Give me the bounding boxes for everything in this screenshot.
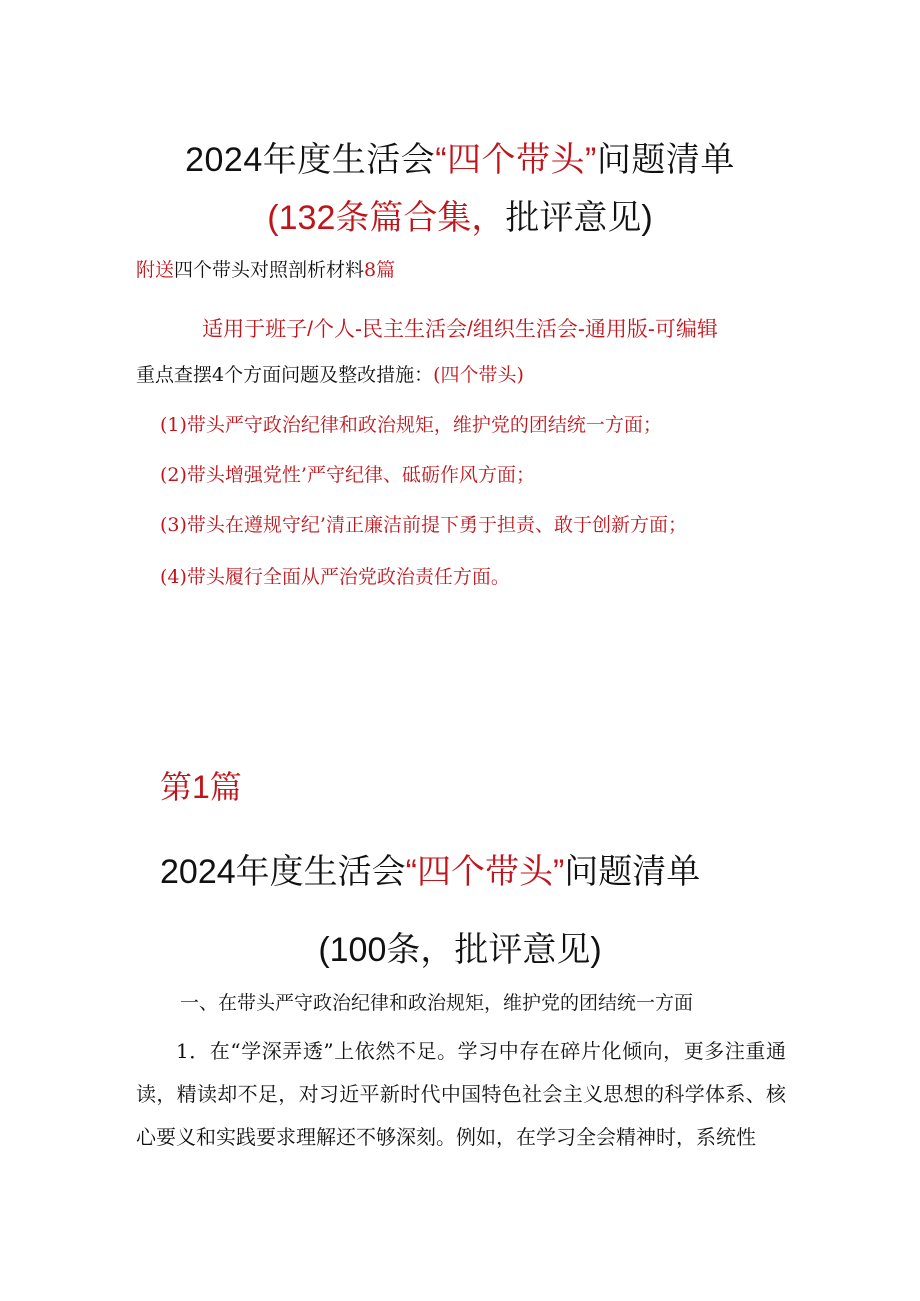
chapter-title (160, 844, 700, 893)
applies-to-line: 适用于班子/个人-民主生活会/组织生活会-通用版-可编辑 (202, 318, 718, 341)
chapter-label: 第1篇 (160, 769, 242, 805)
main-title-quote: “四个带头” (435, 141, 597, 179)
focus-item: (4)带头履行全面从严治党政治责任方面。 (160, 566, 510, 588)
main-title-note: 批评意见) (505, 199, 653, 237)
main-title-prefix: 2024年度生活会 (185, 141, 436, 179)
chapter-title-prefix: 2024年度生活会 (160, 853, 406, 891)
focus-intro-text: 重点查摆4个方面问题及整改措施： (136, 364, 434, 386)
main-title-line2 (0, 190, 920, 239)
main-title-line1 (0, 132, 920, 181)
attachment-note (136, 255, 395, 282)
attachment-count: 8篇 (364, 259, 396, 281)
section-heading: 一、在带头严守政治纪律和政治规矩，维护党的团结统一方面 (180, 992, 694, 1014)
main-title-count: (132条篇合集， (267, 199, 506, 237)
body-paragraph: 1．在“学深弄透”上依然不足。学习中存在碎片化倾向，更多注重通读，精读却不足，对习近平新时代中国特色社会主义思想的科学体系、核心要义和实践要求理解还不够深刻。例如，在学习全会精神时，系统性 (136, 1039, 786, 1149)
chapter-subtitle: (100条，批评意见) (318, 931, 602, 969)
focus-item: (1)带头严守政治纪律和政治规矩，维护党的团结统一方面； (160, 414, 662, 436)
focus-item: (2)带头增强党性’严守纪律、砥砺作风方面； (160, 464, 535, 486)
focus-intro (136, 360, 524, 387)
attachment-label: 附送 (136, 259, 175, 281)
attachment-text: 四个带头对照剖析材料 (174, 259, 365, 281)
focus-intro-tag: (四个带头) (433, 364, 524, 386)
focus-item: (3)带头在遵规守纪’清正廉洁前提下勇于担责、敢于创新方面； (160, 514, 687, 536)
chapter-title-suffix: 问题清单 (564, 853, 701, 891)
main-title-suffix: 问题清单 (596, 141, 735, 179)
chapter-title-quote: “四个带头” (405, 853, 565, 891)
